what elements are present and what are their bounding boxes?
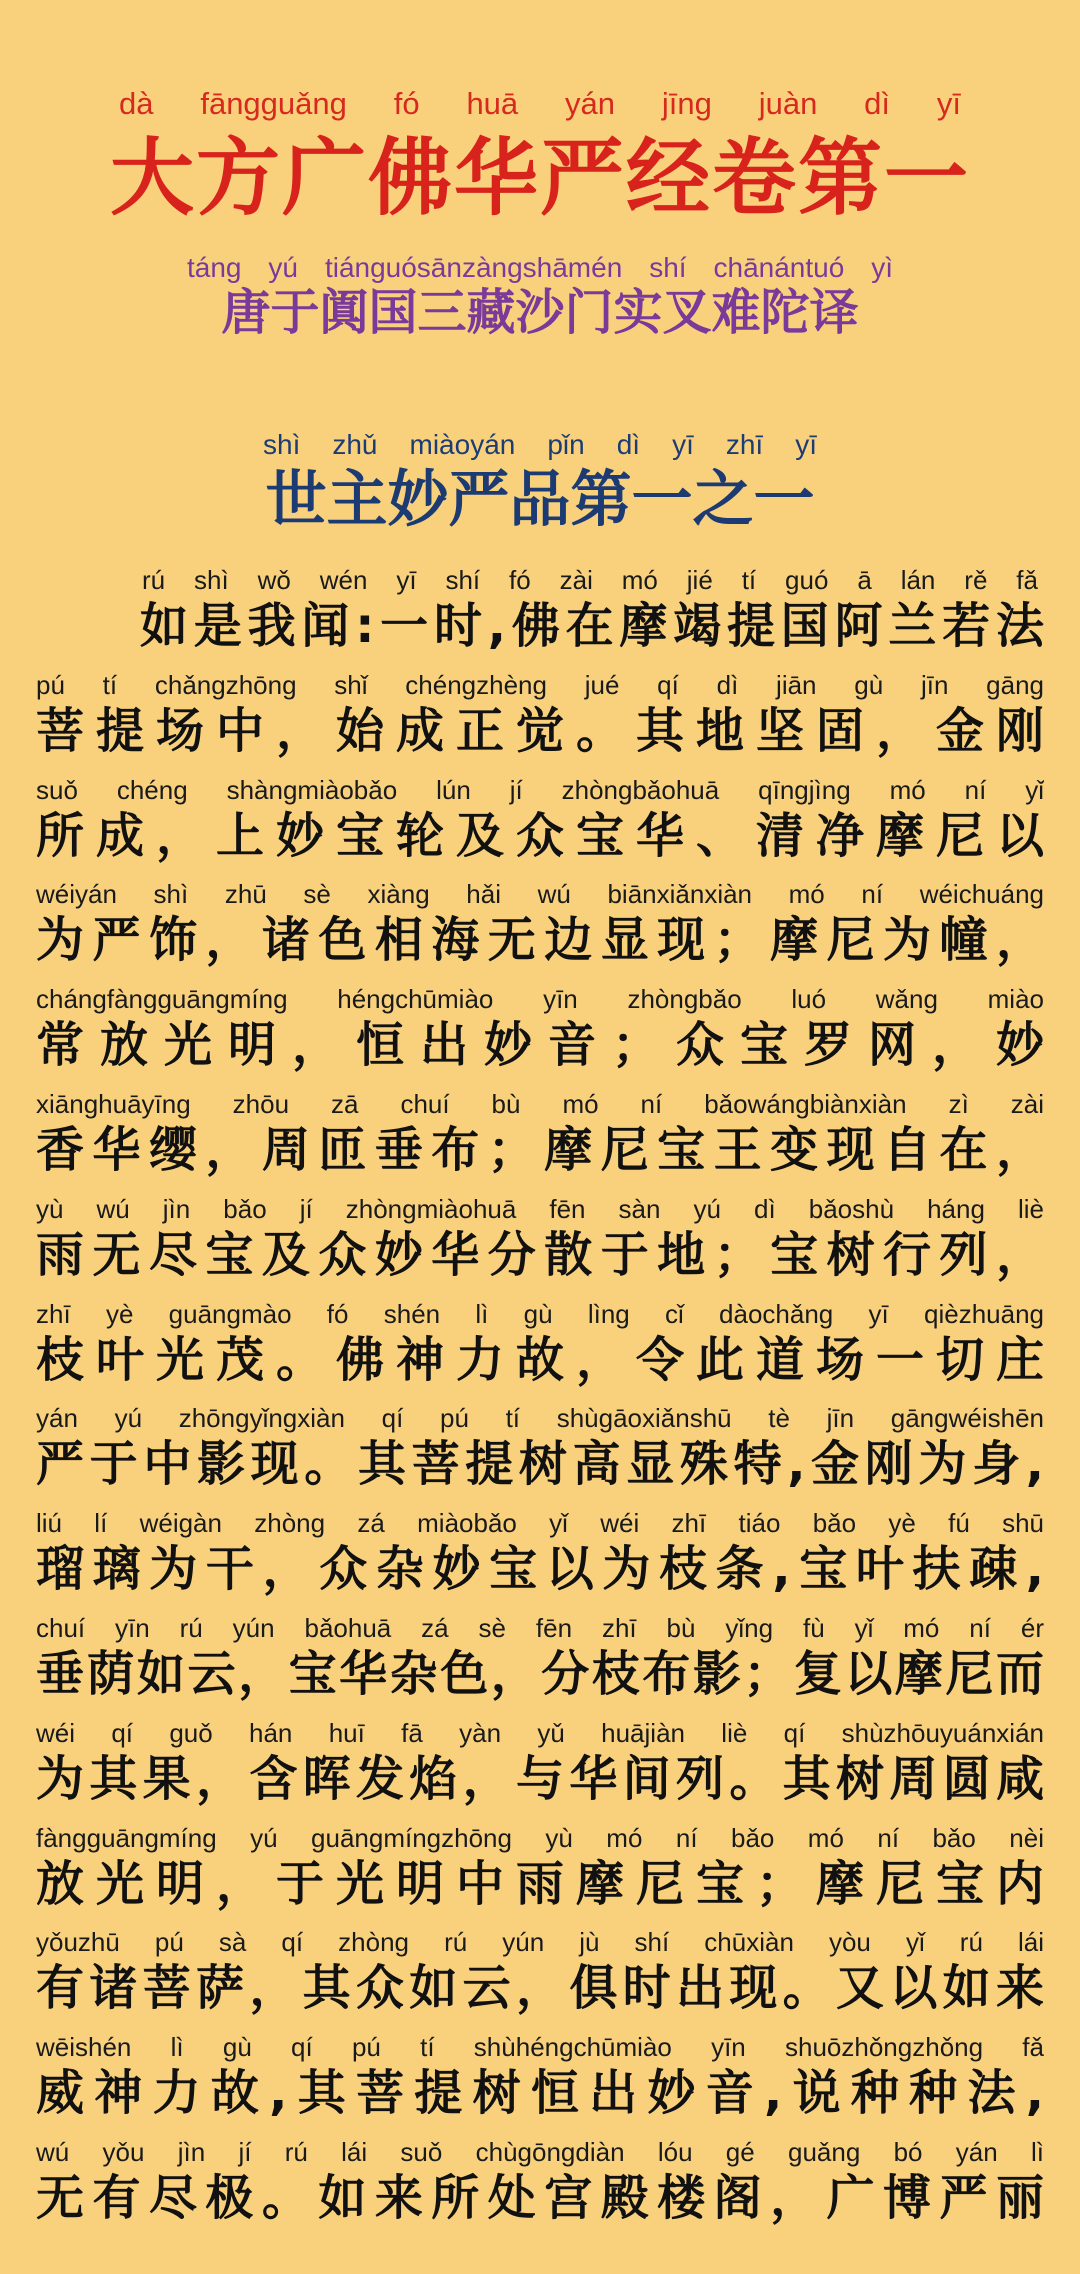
verse-pinyin: pú tí chǎngzhōng shǐ chéngzhèng jué qí dì jiān gù jīn gāng [36, 669, 1044, 700]
title-pinyin: dà fāngguǎng fó huā yán jīng juàn dì yī [119, 86, 961, 121]
verse-text: 严于中影现。其菩提树高显殊特,金刚为身, [36, 1436, 1044, 1493]
verse-pinyin: chuí yīn rú yún bǎohuā zá sè fēn zhī bù yǐng fù yǐ mó ní ér [36, 1612, 1044, 1643]
verse-line [36, 670, 1044, 775]
verse-pinyin: wēishén lì gù qí pú tí shùhéngchūmiào yīn shuōzhǒngzhǒng fǎ [36, 2032, 1044, 2063]
verse-line [36, 1508, 1044, 1613]
verse-text: 垂荫如云，宝华杂色，分枝布影；复以摩尼而 [36, 1645, 1044, 1702]
verse-text: 为其果，含晖发焰，与华间列。其树周圆咸 [36, 1750, 1044, 1807]
title-pinyin-row [0, 84, 1080, 124]
verse-pinyin: suǒ chéng shàngmiàobǎo lún jí zhòngbǎohuā qīngjìng mó ní yǐ [36, 774, 1044, 805]
translator-pinyin: táng yú tiánguósānzàngshāmén shí chānántuó yì [187, 252, 893, 283]
verse-text: 常放光明，恒出妙音；众宝罗网，妙 [36, 1017, 1044, 1074]
chapter-pinyin-row [0, 427, 1080, 463]
verse-line [36, 1927, 1044, 2032]
verse-pinyin: wéi qí guǒ hán huī fā yàn yǔ huājiàn liè qí shùzhōuyuánxián [36, 1717, 1044, 1748]
verse-text: 无有尽极。如来所处宫殿楼阁，广博严丽 [36, 2169, 1044, 2226]
verse-pinyin: yù wú jìn bǎo jí zhòngmiàohuā fēn sàn yú dì bǎoshù háng liè [36, 1193, 1044, 1224]
verse-text: 香华缨，周匝垂布；摩尼宝王变现自在， [36, 1121, 1044, 1178]
verse-line [36, 1403, 1044, 1508]
verse-pinyin: chángfàngguāngmíng héngchūmiào yīn zhòngbǎo luó wǎng miào [36, 984, 1044, 1015]
verse-line [36, 565, 1044, 670]
verse-text: 为严饰，诸色相海无边显现；摩尼为幢， [36, 912, 1044, 969]
verse-text: 放光明，于光明中雨摩尼宝；摩尼宝内 [36, 1855, 1044, 1912]
verse-text: 雨无尽宝及众妙华分散于地；宝树行列， [36, 1226, 1044, 1283]
verse-text: 菩提场中，始成正觉。其地坚固，金刚 [36, 702, 1044, 759]
verse-line [36, 1823, 1044, 1928]
verse-pinyin: xiānghuāyīng zhōu zā chuí bù mó ní bǎowángbiànxiàn zì zài [36, 1088, 1044, 1119]
verse-pinyin: zhī yè guāngmào fó shén lì gù lìng cǐ dàochǎng yī qièzhuāng [36, 1298, 1044, 1329]
verse-pinyin: wéiyán shì zhū sè xiàng hǎi wú biānxiǎnxiàn mó ní wéichuáng [36, 879, 1044, 910]
verse-text: 瑠璃为干，众杂妙宝以为枝条,宝叶扶疎, [36, 1541, 1044, 1598]
verse-line [36, 2137, 1044, 2242]
sutra-title: 大方广佛华严经卷第一 [109, 129, 970, 227]
verse-line [36, 1613, 1044, 1718]
verse-line [36, 1194, 1044, 1299]
verse-line [36, 775, 1044, 880]
translator-pinyin-row [0, 250, 1080, 286]
verse-pinyin: fàngguāngmíng yú guāngmíngzhōng yù mó ní bǎo mó ní bǎo nèi [36, 1822, 1044, 1853]
verse-line [36, 879, 1044, 984]
scripture-body [36, 565, 1044, 2242]
chapter-title: 世主妙严品第一之一 [265, 464, 815, 535]
verse-text: 枝叶光茂。佛神力故，令此道场一切庄 [36, 1331, 1044, 1388]
verse-text: 如是我闻:一时,佛在摩竭提国阿兰若法 [140, 598, 1044, 654]
verse-line [36, 1718, 1044, 1823]
verse-pinyin: yǒuzhū pú sà qí zhòng rú yún jù shí chūxiàn yòu yǐ rú lái [36, 1927, 1044, 1958]
translator-line: 唐于阗国三藏沙门实叉难陀译 [221, 283, 859, 341]
verse-text: 威神力故,其菩提树恒出妙音,说种种法, [36, 2065, 1044, 2122]
verse-pinyin: yán yú zhōngyǐngxiàn qí pú tí shùgāoxiǎnshū tè jīn gāngwéishēn [36, 1403, 1044, 1434]
verse-line [36, 2032, 1044, 2137]
chapter-pinyin: shì zhǔ miàoyán pǐn dì yī zhī yī [263, 429, 817, 460]
verse-pinyin: liú lí wéigàn zhòng zá miàobǎo yǐ wéi zhī tiáo bǎo yè fú shū [36, 1508, 1044, 1539]
verse-line [36, 1299, 1044, 1404]
verse-text: 有诸菩萨，其众如云，俱时出现。又以如来 [36, 1960, 1044, 2017]
verse-line [36, 984, 1044, 1089]
verse-text: 所成，上妙宝轮及众宝华、清净摩尼以 [36, 807, 1044, 864]
verse-pinyin: rú shì wǒ wén yī shí fó zài mó jié tí guó ā lán rě fǎ [142, 565, 1038, 595]
verse-pinyin: wú yǒu jìn jí rú lái suǒ chùgōngdiàn lóu gé guǎng bó yán lì [36, 2136, 1044, 2167]
verse-line [36, 1089, 1044, 1194]
